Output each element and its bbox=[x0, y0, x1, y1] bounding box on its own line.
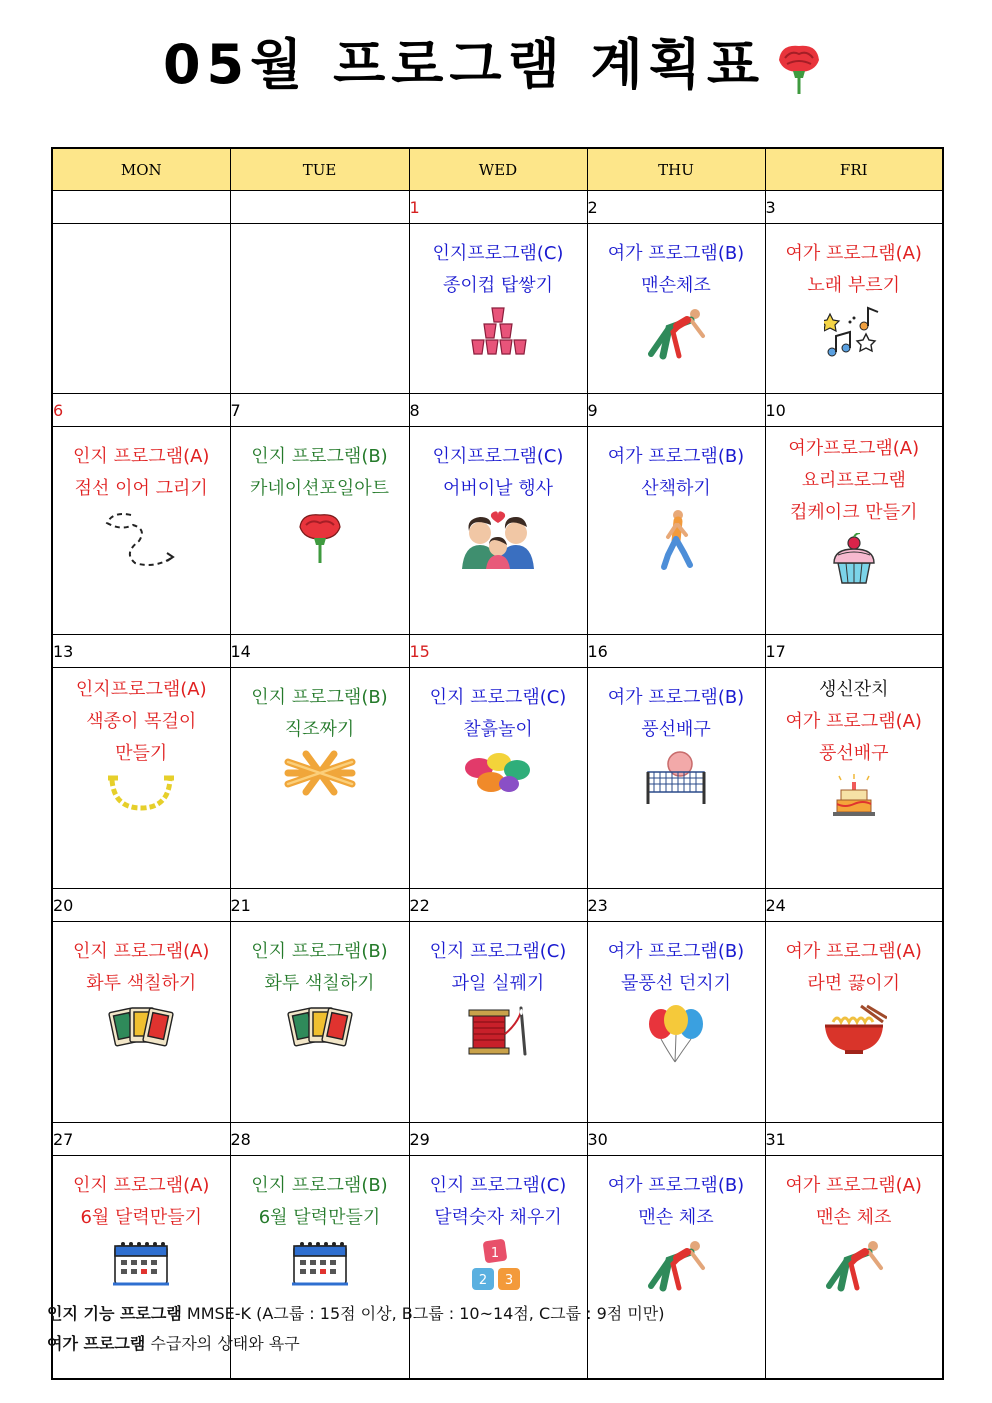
program-text-line: 여가 프로그램(B) bbox=[607, 941, 745, 962]
program-row bbox=[52, 224, 943, 394]
cupcake-icon bbox=[766, 533, 943, 589]
program-text-line: 6월 달력만들기 bbox=[80, 1207, 202, 1228]
program-text-line: 6월 달력만들기 bbox=[258, 1207, 381, 1228]
program-text-line: 인지프로그램(C) bbox=[432, 446, 564, 467]
program-cell-thu bbox=[587, 224, 765, 394]
program-text-line: 인지 프로그램(B) bbox=[251, 687, 388, 708]
program-cell-tue bbox=[230, 224, 409, 394]
program-row bbox=[52, 668, 943, 889]
cards-icon bbox=[53, 1004, 230, 1056]
weekday-tue: TUE bbox=[230, 148, 409, 191]
program-text-line: 인지프로그램(C) bbox=[432, 243, 564, 264]
program-cell-wed bbox=[409, 922, 587, 1123]
program-cell-fri bbox=[765, 922, 943, 1123]
program-text-line: 인지 프로그램(C) bbox=[429, 687, 567, 708]
program-cell-mon bbox=[52, 922, 230, 1123]
program-cell-fri bbox=[765, 668, 943, 889]
program-text-line: 어버이날 행사 bbox=[442, 478, 554, 499]
date-cell-thu: 16 bbox=[587, 635, 765, 668]
program-cell-mon bbox=[52, 668, 230, 889]
program-text-line: 인지 프로그램(B) bbox=[251, 1175, 388, 1196]
svg-text:3: 3 bbox=[504, 1273, 514, 1288]
legend-cognitive-text: MMSE-K (A그룹 : 15점 이상, B그룹 : 10~14점, C그룹 : 9점 미만) bbox=[186, 1304, 665, 1323]
program-text-line: 맨손 체조 bbox=[816, 1207, 892, 1228]
program-cell-thu bbox=[587, 427, 765, 635]
program-text-line: 라면 끓이기 bbox=[807, 973, 901, 994]
cup-tower-icon bbox=[410, 306, 587, 362]
program-text-line: 맨손체조 bbox=[641, 275, 711, 296]
program-text-line: 종이컵 탑쌓기 bbox=[442, 275, 554, 296]
program-cell-fri bbox=[765, 427, 943, 635]
weekday-wed: WED bbox=[409, 148, 587, 191]
program-text-line: 인지 프로그램(C) bbox=[429, 941, 567, 962]
cards-icon bbox=[231, 1004, 409, 1056]
date-cell-wed: 8 bbox=[409, 394, 587, 427]
date-cell-fri: 3 bbox=[765, 191, 943, 224]
program-cell-tue bbox=[230, 922, 409, 1123]
program-cell-fri bbox=[765, 224, 943, 394]
program-text-line: 맨손 체조 bbox=[638, 1207, 714, 1228]
calendar-table bbox=[51, 147, 944, 1380]
weekday-header-row bbox=[52, 148, 943, 191]
weekday-fri: FRI bbox=[765, 148, 943, 191]
music-notes-icon bbox=[766, 306, 943, 364]
program-text-line: 화투 색칠하기 bbox=[86, 973, 197, 994]
thread-needle-icon bbox=[410, 1004, 587, 1062]
program-text-line: 여가 프로그램(B) bbox=[607, 687, 745, 708]
carnation-icon bbox=[231, 509, 409, 569]
program-text-line: 여가 프로그램(A) bbox=[785, 941, 922, 962]
program-text-line: 풍선배구 bbox=[818, 743, 889, 764]
date-cell-tue: 7 bbox=[230, 394, 409, 427]
date-cell-tue: 28 bbox=[230, 1123, 409, 1156]
program-text-line: 화투 색칠하기 bbox=[264, 973, 375, 994]
program-text-line: 인지 프로그램(A) bbox=[73, 446, 210, 467]
program-row bbox=[52, 427, 943, 635]
date-cell-wed: 1 bbox=[409, 191, 587, 224]
program-cell-tue bbox=[230, 668, 409, 889]
stretching-icon bbox=[766, 1238, 943, 1296]
date-row bbox=[52, 1123, 943, 1156]
date-cell-mon: 27 bbox=[52, 1123, 230, 1156]
program-text-line: 인지 프로그램(C) bbox=[429, 1175, 567, 1196]
birthday-cake-icon bbox=[766, 774, 943, 826]
weekday-thu: THU bbox=[587, 148, 765, 191]
walking-icon bbox=[588, 509, 765, 575]
legend-cognitive-label: 인지 기능 프로그램 bbox=[47, 1304, 182, 1323]
date-cell-wed: 15 bbox=[409, 635, 587, 668]
necklace-icon bbox=[53, 774, 230, 818]
date-cell-mon: 6 bbox=[52, 394, 230, 427]
legend-cognitive bbox=[47, 1301, 665, 1324]
date-cell-thu: 2 bbox=[587, 191, 765, 224]
program-text-line: 여가 프로그램(A) bbox=[785, 711, 922, 732]
date-cell-fri: 24 bbox=[765, 889, 943, 922]
date-cell-wed: 29 bbox=[409, 1123, 587, 1156]
program-text-line: 산책하기 bbox=[641, 478, 711, 499]
stretching-icon bbox=[588, 306, 765, 364]
weaving-icon bbox=[231, 750, 409, 800]
date-cell-tue bbox=[230, 191, 409, 224]
volleyball-net-icon bbox=[588, 750, 765, 810]
program-text-line: 인지프로그램(A) bbox=[75, 679, 207, 700]
program-text-line: 색종이 목걸이 bbox=[86, 711, 197, 732]
family-icon bbox=[410, 509, 587, 573]
program-text-line: 풍선배구 bbox=[641, 719, 711, 740]
program-text-line: 여가 프로그램(A) bbox=[785, 243, 922, 264]
program-text-line: 달력숫자 채우기 bbox=[434, 1207, 562, 1228]
date-cell-tue: 21 bbox=[230, 889, 409, 922]
program-text-line: 직조짜기 bbox=[284, 719, 355, 740]
svg-text:2: 2 bbox=[478, 1273, 488, 1288]
title-text: 05월 프로그램 계획표 bbox=[162, 33, 766, 96]
program-cell-wed bbox=[409, 224, 587, 394]
date-cell-fri: 17 bbox=[765, 635, 943, 668]
program-cell-wed bbox=[409, 427, 587, 635]
legend-leisure-label: 여가 프로그램 bbox=[47, 1334, 146, 1353]
program-text-line: 인지 프로그램(A) bbox=[73, 1175, 210, 1196]
date-cell-wed: 22 bbox=[409, 889, 587, 922]
program-text-line: 요리프로그램 bbox=[801, 470, 906, 491]
date-cell-thu: 23 bbox=[587, 889, 765, 922]
calendar-icon bbox=[231, 1238, 409, 1290]
noodle-bowl-icon bbox=[766, 1004, 943, 1060]
program-cell-mon bbox=[52, 224, 230, 394]
program-cell-fri bbox=[765, 1156, 943, 1380]
program-row bbox=[52, 922, 943, 1123]
legend-leisure bbox=[47, 1331, 300, 1354]
date-cell-mon bbox=[52, 191, 230, 224]
program-text-line: 노래 부르기 bbox=[807, 275, 901, 296]
legend-leisure-text: 수급자의 상태와 욕구 bbox=[150, 1334, 300, 1353]
program-cell-mon bbox=[52, 427, 230, 635]
stretching-icon bbox=[588, 1238, 765, 1296]
program-text-line: 인지 프로그램(A) bbox=[73, 941, 210, 962]
program-text-line: 물풍선 던지기 bbox=[620, 973, 732, 994]
date-cell-fri: 10 bbox=[765, 394, 943, 427]
program-text-line: 카네이션포일아트 bbox=[249, 478, 390, 499]
program-cell-thu bbox=[587, 922, 765, 1123]
date-cell-thu: 9 bbox=[587, 394, 765, 427]
date-row bbox=[52, 889, 943, 922]
program-text-line: 생신잔치 bbox=[818, 679, 889, 700]
dotted-line-icon bbox=[53, 509, 230, 573]
date-cell-tue: 14 bbox=[230, 635, 409, 668]
program-text-line: 과일 실꿰기 bbox=[451, 973, 545, 994]
date-cell-mon: 20 bbox=[52, 889, 230, 922]
balloons-icon bbox=[588, 1004, 765, 1068]
date-row bbox=[52, 191, 943, 224]
carnation-title-icon bbox=[769, 38, 829, 98]
date-cell-mon: 13 bbox=[52, 635, 230, 668]
program-text-line: 찰흙놀이 bbox=[463, 719, 533, 740]
program-text-line: 여가프로그램(A) bbox=[788, 438, 920, 459]
program-text-line: 인지 프로그램(B) bbox=[251, 941, 388, 962]
date-row bbox=[52, 635, 943, 668]
number-blocks-icon bbox=[410, 1238, 587, 1302]
program-text-line: 여가 프로그램(B) bbox=[607, 446, 745, 467]
program-cell-thu bbox=[587, 668, 765, 889]
calendar-icon bbox=[53, 1238, 230, 1290]
program-text-line: 컵케이크 만들기 bbox=[790, 502, 918, 523]
program-text-line: 점선 이어 그리기 bbox=[74, 478, 208, 499]
page-title bbox=[0, 22, 992, 99]
weekday-mon: MON bbox=[52, 148, 230, 191]
date-cell-thu: 30 bbox=[587, 1123, 765, 1156]
clay-icon bbox=[410, 750, 587, 800]
program-cell-wed bbox=[409, 668, 587, 889]
program-cell-thu bbox=[587, 1156, 765, 1380]
date-cell-fri: 31 bbox=[765, 1123, 943, 1156]
program-text-line: 인지 프로그램(B) bbox=[251, 446, 388, 467]
program-text-line: 여가 프로그램(B) bbox=[607, 1175, 745, 1196]
program-text-line: 만들기 bbox=[115, 743, 168, 764]
program-cell-wed bbox=[409, 1156, 587, 1380]
program-cell-tue bbox=[230, 427, 409, 635]
program-text-line: 여가 프로그램(B) bbox=[607, 243, 745, 264]
svg-text:1: 1 bbox=[490, 1246, 500, 1261]
program-text-line: 여가 프로그램(A) bbox=[785, 1175, 922, 1196]
date-row bbox=[52, 394, 943, 427]
